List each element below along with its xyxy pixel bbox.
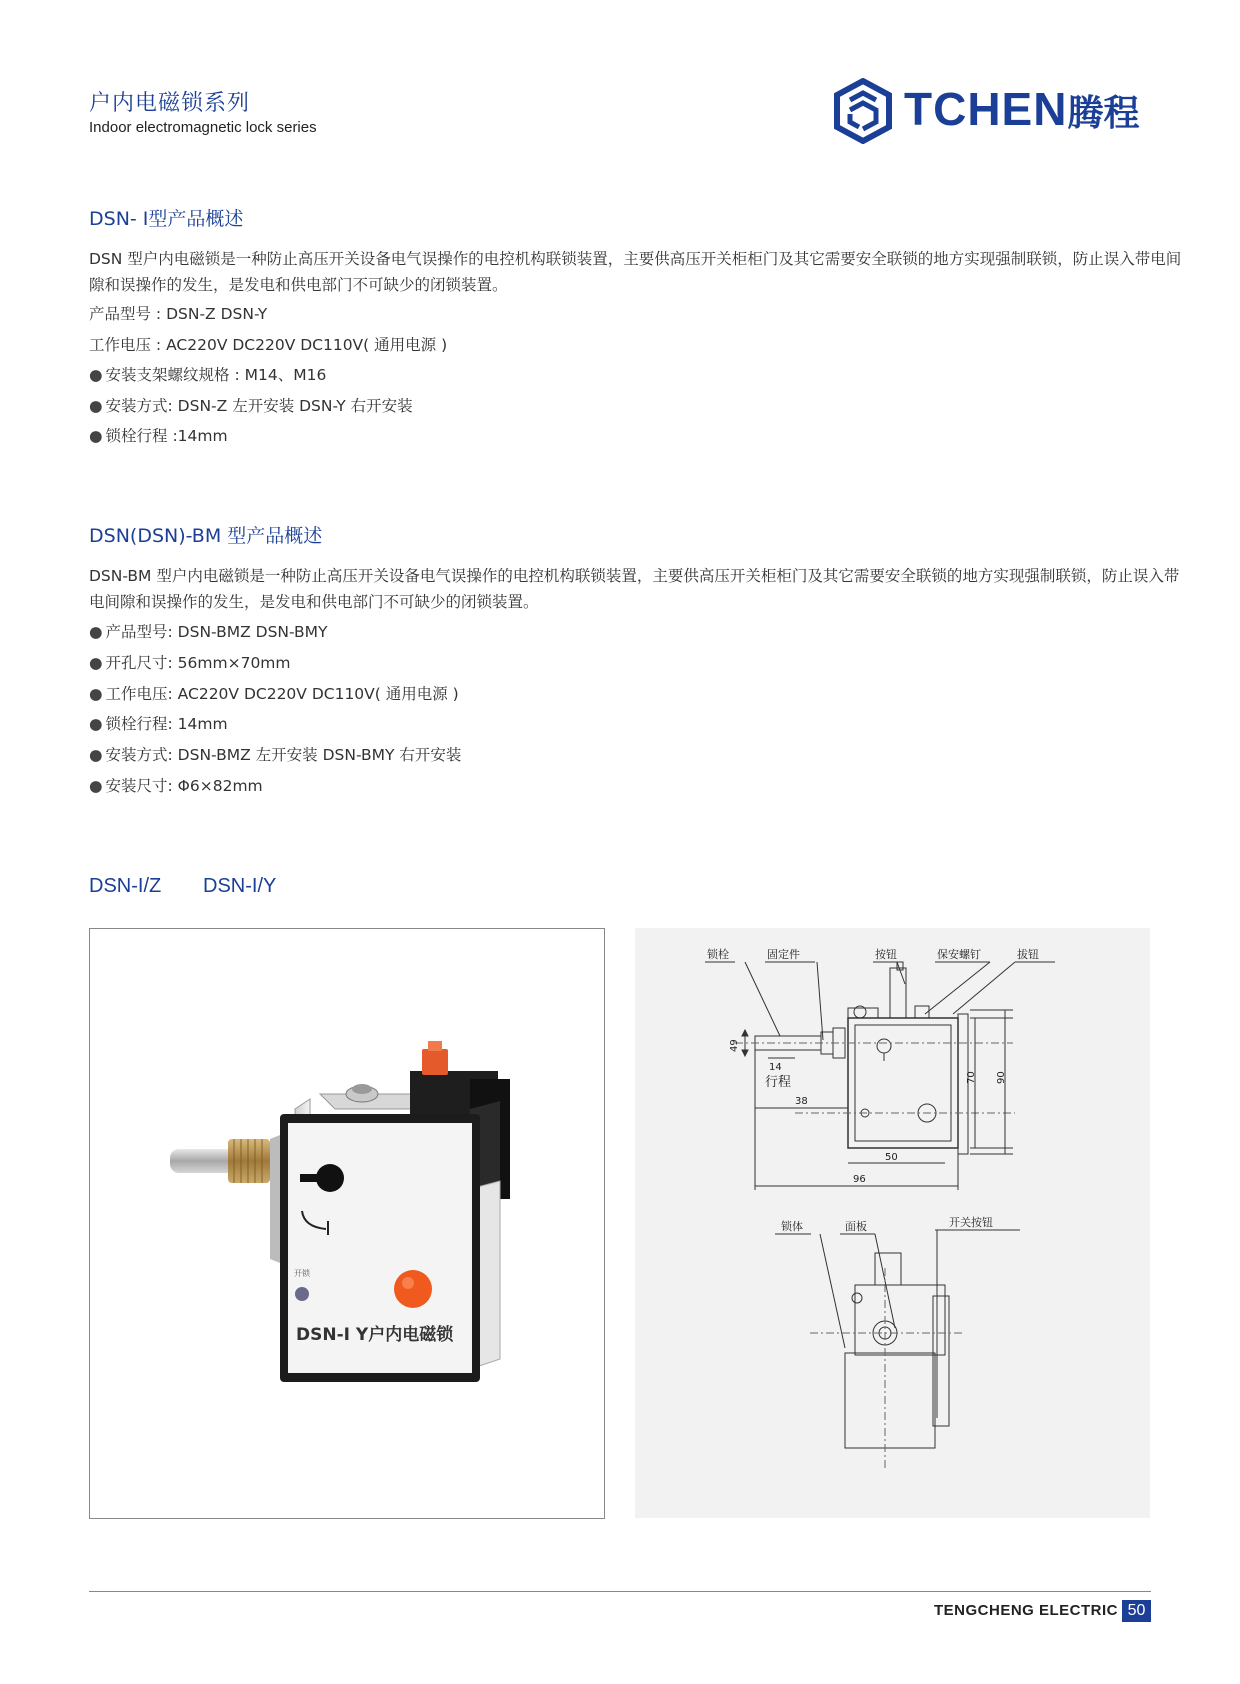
label-lock-body: 锁体: [781, 1220, 803, 1233]
footer-divider: [89, 1591, 1151, 1592]
technical-drawing: [635, 928, 1150, 1518]
series-title-en: Indoor electromagnetic lock series: [89, 119, 317, 136]
dim-38: 38: [795, 1096, 808, 1107]
product-photo: [89, 928, 605, 1519]
series-title-cn: 户内电磁锁系列: [89, 91, 251, 116]
logo-text-cn: 腾程: [1067, 92, 1140, 133]
dim-50: 50: [885, 1152, 898, 1163]
switch-button-icon: [394, 1270, 432, 1308]
red-button-icon: [422, 1049, 448, 1075]
section1-line-model: 产品型号 : DSN-Z DSN-Y: [89, 305, 268, 323]
label-bolt: 锁栓: [707, 948, 729, 961]
indicator-led-icon: [295, 1287, 309, 1301]
dim-96: 96: [853, 1174, 866, 1185]
page-number: 50: [1122, 1600, 1151, 1622]
dim-70: 70: [966, 1071, 977, 1084]
section1-title: DSN- Ⅰ型产品概述: [89, 208, 244, 230]
section2-bullet-stroke: ● 锁栓行程: 14mm: [89, 712, 228, 736]
label-switch-button: 开关按钮: [949, 1216, 993, 1229]
dim-stroke-label: 行程: [765, 1075, 792, 1090]
label-panel: 面板: [845, 1220, 867, 1233]
brand-logo: [832, 78, 1152, 144]
section1-line-voltage: 工作电压 : AC220V DC220V DC110V( 通用电源 ): [89, 336, 448, 354]
dim-14: 14: [769, 1062, 782, 1073]
section2-description: DSN-BM 型户内电磁锁是一种防止高压开关设备电气误操作的电控机构联锁装置，主要供高压开关柜柜门及其它需要安全联锁的地方实现强制联锁，防止误入带电间隙和误操作的发生，是发电和供电部门不可缺少的闭锁装置。: [89, 567, 1180, 611]
section1-bullet-stroke: ● 锁栓行程 :14mm: [89, 424, 228, 448]
logo-wordmark: [904, 82, 1139, 136]
section2-bullet-size: ● 安装尺寸: Φ6×82mm: [89, 774, 263, 798]
lock-bolt-rod: [170, 1149, 238, 1173]
dim-49: 49: [729, 1039, 740, 1052]
section1-description: DSN 型户内电磁锁是一种防止高压开关设备电气误操作的电控机构联锁装置，主要供高压开关柜柜门及其它需要安全联锁的地方实现强制联锁，防止误入带电间隙和误操作的发生，是发电和供电部门不可缺少的闭锁装置。: [89, 250, 1182, 294]
footer-brand: TENGCHENG ELECTRIC: [934, 1602, 1119, 1619]
model-label-y: DSN-I/Y: [203, 875, 277, 897]
section2-bullet-cutout: ● 开孔尺寸: 56mm×70mm: [89, 651, 291, 675]
dim-90: 90: [996, 1071, 1007, 1084]
section2-bullet-install: ● 安装方式: DSN-BMZ 左开安装 DSN-BMY 右开安装: [89, 743, 461, 767]
label-fixing: 固定件: [767, 948, 800, 961]
section1-bullet-thread: ● 安装支架螺纹规格 : M14、M16: [89, 363, 326, 387]
led-label: 开锁: [294, 1269, 310, 1278]
logo-text-en: TCHEN: [904, 83, 1068, 135]
section2-bullet-model: ● 产品型号: DSN-BMZ DSN-BMY: [89, 620, 328, 644]
label-safety-screw: 保安螺钉: [937, 948, 981, 961]
logo-mark-icon: [832, 78, 894, 144]
label-button: 按钮: [875, 948, 897, 961]
section2-bullet-voltage: ● 工作电压: AC220V DC220V DC110V( 通用电源 ): [89, 682, 459, 706]
label-pull-knob: 拔钮: [1017, 948, 1039, 961]
panel-label: DSN-Ⅰ Y户内电磁锁: [296, 1325, 454, 1345]
model-label-z: DSN-I/Z: [89, 875, 162, 897]
section2-title: DSN(DSN)-BM 型产品概述: [89, 525, 323, 547]
section1-bullet-install: ● 安装方式: DSN-Z 左开安装 DSN-Y 右开安装: [89, 394, 413, 418]
